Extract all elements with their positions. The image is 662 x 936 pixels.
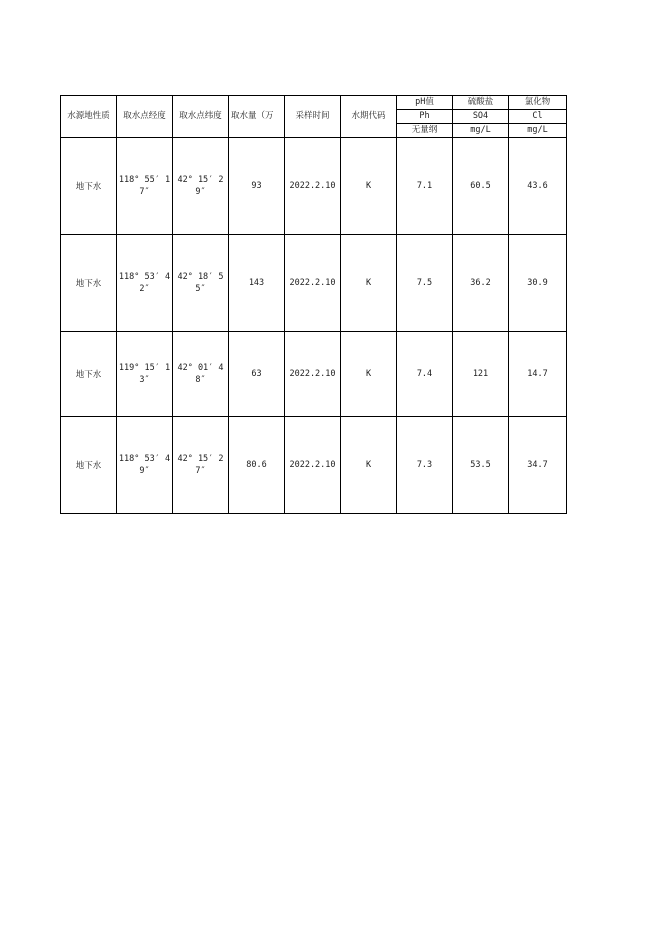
header-row-1	[61, 96, 567, 110]
cell-period-code: K	[341, 332, 397, 417]
cell-latitude: 42° 01′ 48″	[173, 332, 229, 417]
cell-longitude: 118° 53′ 42″	[117, 235, 173, 332]
cell-latitude: 42° 15′ 27″	[173, 417, 229, 514]
cell-sulfate: 36.2	[453, 235, 509, 332]
cell-source: 地下水	[61, 417, 117, 514]
cell-longitude: 119° 15′ 13″	[117, 332, 173, 417]
header-ph-symbol: Ph	[397, 110, 453, 124]
header-ph-name: pH值	[397, 96, 453, 110]
header-latitude: 取水点纬度	[173, 96, 229, 138]
header-chloride-name: 氯化物	[509, 96, 567, 110]
cell-longitude: 118° 55′ 17″	[117, 138, 173, 235]
cell-time: 2022.2.10	[285, 417, 341, 514]
table-row	[61, 235, 567, 332]
header-volume: 取水量（万	[229, 96, 285, 138]
water-quality-table	[60, 95, 567, 514]
cell-longitude: 118° 53′ 49″	[117, 417, 173, 514]
cell-period-code: K	[341, 235, 397, 332]
cell-sulfate: 60.5	[453, 138, 509, 235]
cell-chloride: 34.7	[509, 417, 567, 514]
header-time: 采样时间	[285, 96, 341, 138]
cell-source: 地下水	[61, 235, 117, 332]
table-row	[61, 332, 567, 417]
cell-time: 2022.2.10	[285, 235, 341, 332]
cell-chloride: 14.7	[509, 332, 567, 417]
cell-sulfate: 121	[453, 332, 509, 417]
cell-ph: 7.1	[397, 138, 453, 235]
cell-period-code: K	[341, 417, 397, 514]
cell-time: 2022.2.10	[285, 332, 341, 417]
header-sulfate-unit: mg/L	[453, 124, 509, 138]
cell-volume: 143	[229, 235, 285, 332]
cell-volume: 93	[229, 138, 285, 235]
cell-ph: 7.3	[397, 417, 453, 514]
header-ph-unit: 无量纲	[397, 124, 453, 138]
header-sulfate-name: 硫酸盐	[453, 96, 509, 110]
header-longitude: 取水点经度	[117, 96, 173, 138]
header-period-code: 水期代码	[341, 96, 397, 138]
table-row	[61, 417, 567, 514]
header-source: 水源地性质	[61, 96, 117, 138]
header-chloride-symbol: Cl	[509, 110, 567, 124]
cell-latitude: 42° 18′ 55″	[173, 235, 229, 332]
cell-time: 2022.2.10	[285, 138, 341, 235]
cell-sulfate: 53.5	[453, 417, 509, 514]
table-row	[61, 138, 567, 235]
cell-ph: 7.4	[397, 332, 453, 417]
cell-chloride: 43.6	[509, 138, 567, 235]
cell-period-code: K	[341, 138, 397, 235]
cell-ph: 7.5	[397, 235, 453, 332]
cell-volume: 63	[229, 332, 285, 417]
cell-volume: 80.6	[229, 417, 285, 514]
cell-chloride: 30.9	[509, 235, 567, 332]
cell-source: 地下水	[61, 332, 117, 417]
cell-latitude: 42° 15′ 29″	[173, 138, 229, 235]
header-chloride-unit: mg/L	[509, 124, 567, 138]
header-sulfate-symbol: SO4	[453, 110, 509, 124]
cell-source: 地下水	[61, 138, 117, 235]
